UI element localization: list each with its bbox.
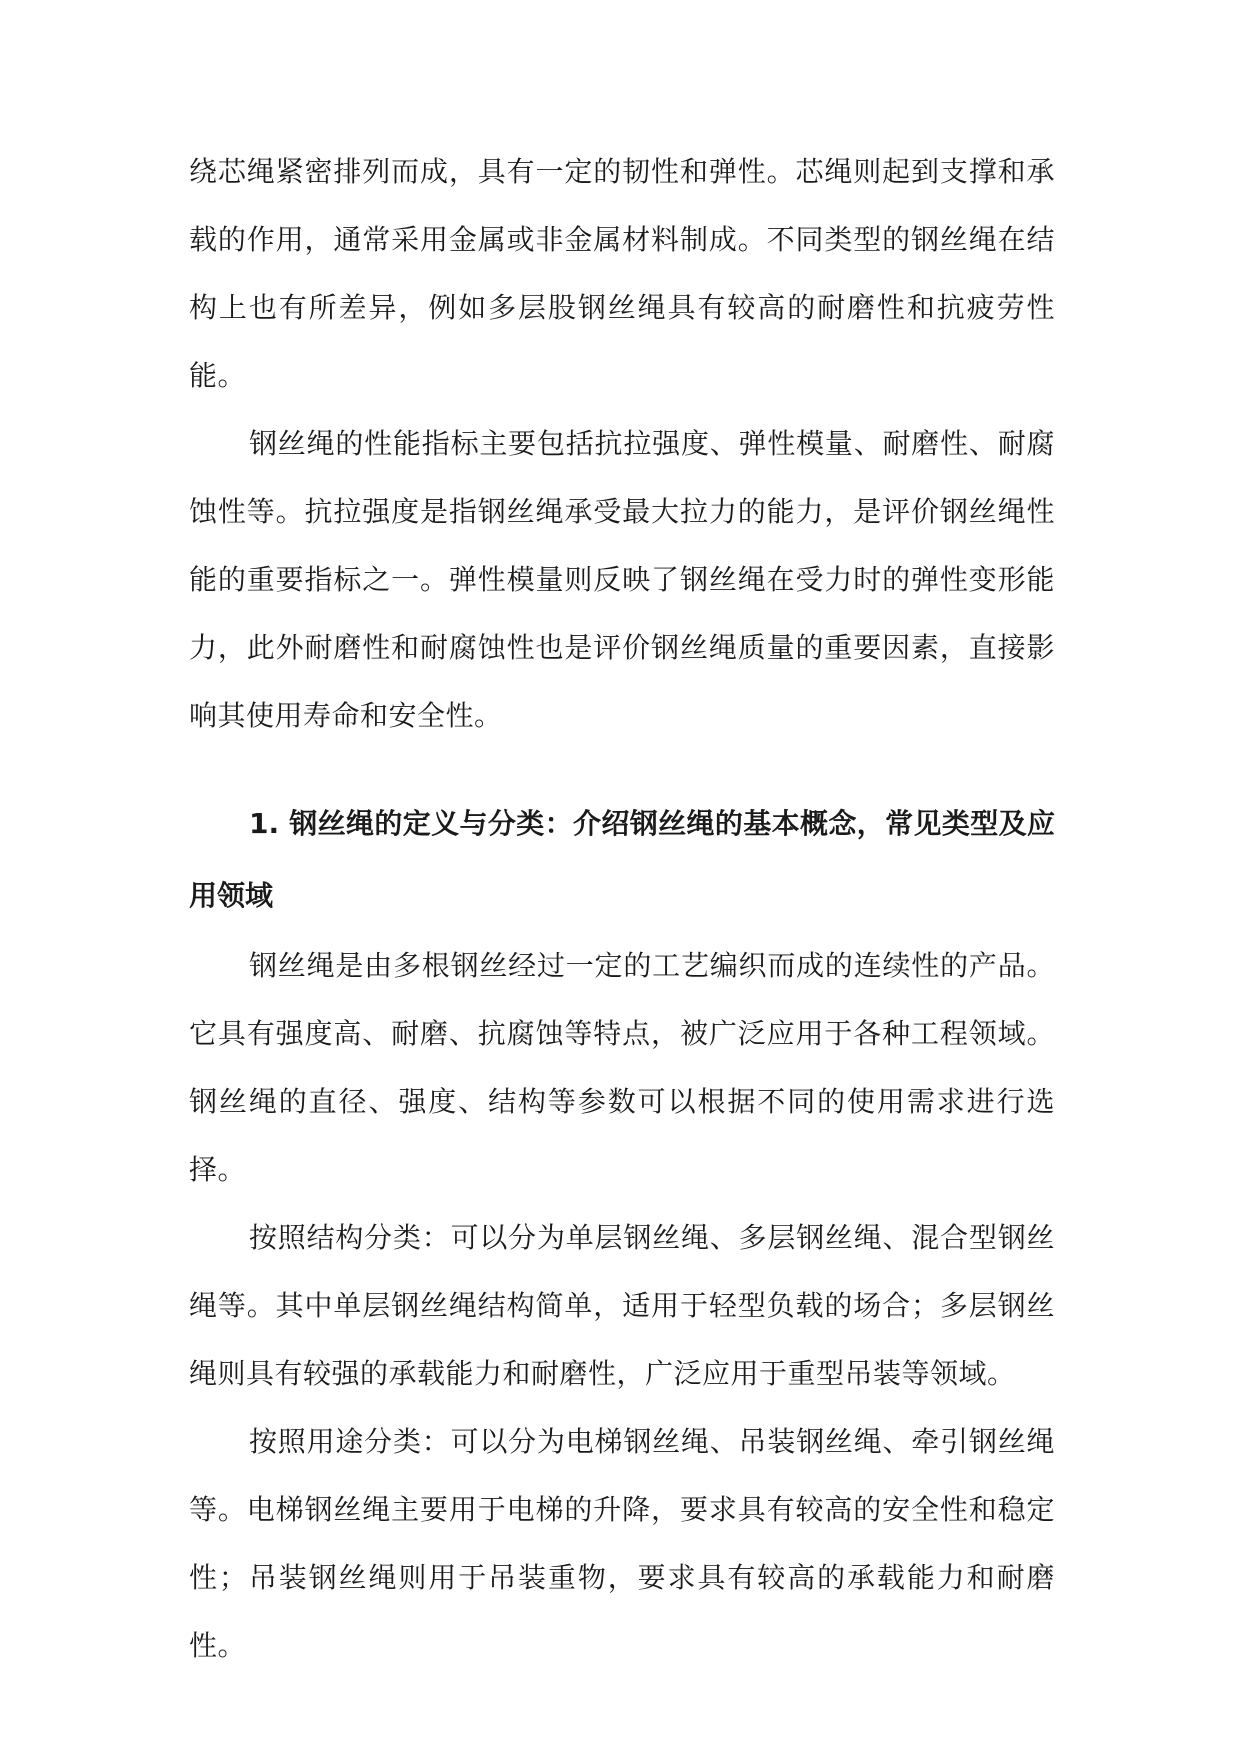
paragraph-usage-classification: 按照用途分类：可以分为电梯钢丝绳、吊装钢丝绳、牵引钢丝绳等。电梯钢丝绳主要用于电梯的升降，要求具有较高的安全性和稳定性；吊装钢丝绳则用于吊装重物，要求具有较高的承载能力和耐磨性。 bbox=[189, 1425, 1055, 1662]
document-page bbox=[189, 138, 1055, 1680]
paragraph-performance: 钢丝绳的性能指标主要包括抗拉强度、弹性模量、耐磨性、耐腐蚀性等。抗拉强度是指钢丝绳承受最大拉力的能力，是评价钢丝绳性能的重要指标之一。弹性模量则反映了钢丝绳在受力时的弹性变形能力，此外耐磨性和耐腐蚀性也是评价钢丝绳质量的重要因素，直接影响其使用寿命和安全性。 bbox=[189, 427, 1055, 732]
paragraph-definition: 钢丝绳是由多根钢丝经过一定的工艺编织而成的连续性的产品。它具有强度高、耐磨、抗腐蚀等特点，被广泛应用于各种工程领域。钢丝绳的直径、强度、结构等参数可以根据不同的使用需求进行选择。 bbox=[189, 949, 1055, 1186]
section-heading: 1. 钢丝绳的定义与分类：介绍钢丝绳的基本概念，常见类型及应用领域 bbox=[189, 807, 1055, 912]
paragraph-structure-classification: 按照结构分类：可以分为单层钢丝绳、多层钢丝绳、混合型钢丝绳等。其中单层钢丝绳结构简单，适用于轻型负载的场合；多层钢丝绳则具有较强的承载能力和耐磨性，广泛应用于重型吊装等领域。 bbox=[189, 1221, 1055, 1390]
paragraph-continuation: 绕芯绳紧密排列而成，具有一定的韧性和弹性。芯绳则起到支撑和承载的作用，通常采用金属或非金属材料制成。不同类型的钢丝绳在结构上也有所差异，例如多层股钢丝绳具有较高的耐磨性和抗疲劳性能。 bbox=[189, 155, 1055, 392]
